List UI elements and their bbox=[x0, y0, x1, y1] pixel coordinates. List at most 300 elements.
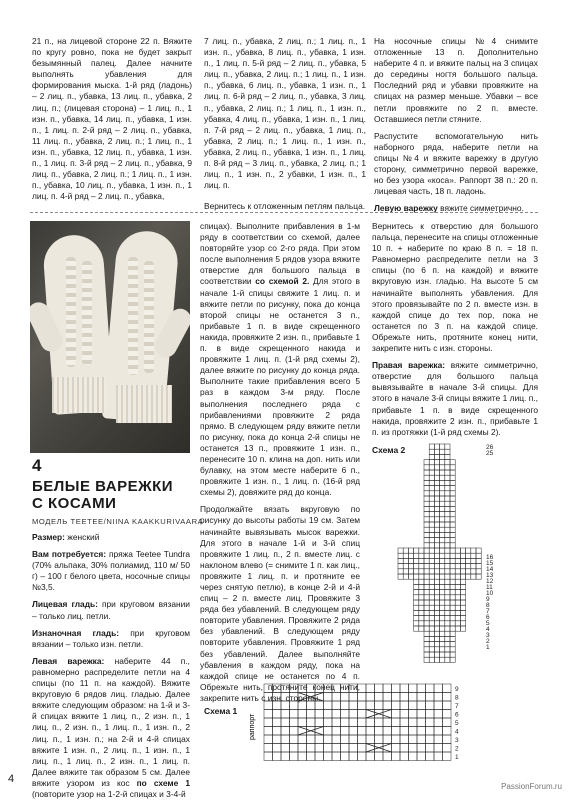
scheme2-cell bbox=[398, 548, 403, 553]
scheme2-cell bbox=[440, 600, 445, 605]
scheme2-cell bbox=[460, 595, 465, 600]
scheme2-cell bbox=[440, 631, 445, 636]
scheme2-cell bbox=[476, 553, 481, 558]
scheme1-cell bbox=[332, 718, 341, 727]
scheme1-cell bbox=[264, 744, 273, 753]
scheme2-cell bbox=[460, 548, 465, 553]
scheme1-cell bbox=[417, 710, 426, 719]
scheme2-cell bbox=[440, 501, 445, 506]
scheme2-cell bbox=[460, 553, 465, 558]
scheme1-cell bbox=[400, 701, 409, 710]
scheme2-cell bbox=[424, 470, 429, 475]
scheme2-cell bbox=[429, 480, 434, 485]
left-value: наберите 44 п., равномерно распределите петли на 4 спицы (по 11 п. на каждой). Вяжите вкруговую 6 рядов лиц. гладью. Далее вяжите следующим образом: на 1-й и 3-й спицах вяжите 1 лиц. п., 2 изн. п., 1 лиц. п., 2 изн. п., 1 лиц. п., 1 изн. п., 2 лиц. п., 1 изн. п.; на 2-й и 4-й спицах вяжите 1 изн. п., 2 лиц. п., 1 изн. п., 1 лиц. п., 1 лиц. п., 2 изн. п., 1 лиц. п. Далее вяжите так образом 5 см. Далее вяжите узором из кос bbox=[32, 655, 190, 788]
scheme2-cell bbox=[460, 584, 465, 589]
scheme1-cell bbox=[298, 744, 307, 753]
scheme2-cell bbox=[429, 543, 434, 548]
scheme1-cell bbox=[349, 684, 358, 693]
scheme2-cell bbox=[476, 548, 481, 553]
scheme2-cell bbox=[414, 626, 419, 631]
scheme1-cell bbox=[375, 752, 384, 761]
scheme2-cell bbox=[429, 574, 434, 579]
scheme2-cell bbox=[440, 553, 445, 558]
scheme1-cell bbox=[281, 701, 290, 710]
scheme2-cell bbox=[460, 558, 465, 563]
scheme2-cell bbox=[434, 496, 439, 501]
scheme2-cell bbox=[424, 517, 429, 522]
scheme2-cell bbox=[434, 517, 439, 522]
scheme2-row-number: 9 bbox=[486, 596, 490, 603]
scheme1-cell bbox=[434, 735, 443, 744]
scheme2-cell bbox=[440, 543, 445, 548]
scheme1-cell bbox=[400, 718, 409, 727]
face-value: при круговом вязании – только лиц. петли. bbox=[32, 599, 190, 621]
scheme2-cell bbox=[424, 626, 429, 631]
scheme1-cell bbox=[315, 752, 324, 761]
middle-para-1 bbox=[200, 221, 360, 498]
scheme2-cell bbox=[440, 460, 445, 465]
scheme1-cell bbox=[383, 693, 392, 702]
scheme2-cell bbox=[419, 605, 424, 610]
scheme2-cell bbox=[440, 548, 445, 553]
scheme2-cell bbox=[460, 610, 465, 615]
scheme2-cell bbox=[414, 569, 419, 574]
scheme2-cell bbox=[414, 579, 419, 584]
scheme2-cell bbox=[429, 454, 434, 459]
scheme2-cell bbox=[424, 548, 429, 553]
scheme1-cell bbox=[434, 684, 443, 693]
scheme1-cell bbox=[273, 744, 282, 753]
scheme2-cell bbox=[434, 616, 439, 621]
scheme2-cell bbox=[434, 470, 439, 475]
scheme2-cell bbox=[424, 647, 429, 652]
scheme2-cell bbox=[414, 584, 419, 589]
scheme2-row-number: 7 bbox=[486, 608, 490, 615]
scheme2-cell bbox=[445, 543, 450, 548]
scheme2-cell bbox=[434, 558, 439, 563]
scheme1-cell bbox=[409, 710, 418, 719]
scheme2-cell bbox=[434, 605, 439, 610]
scheme1-cell bbox=[315, 718, 324, 727]
cable-cross-symbol bbox=[366, 710, 392, 719]
scheme1-row-number: 9 bbox=[455, 686, 459, 693]
scheme2-cell bbox=[440, 590, 445, 595]
scheme1-cell bbox=[298, 735, 307, 744]
scheme1-cell bbox=[409, 744, 418, 753]
scheme1-cell bbox=[417, 727, 426, 736]
scheme2-cell bbox=[455, 621, 460, 626]
left-mitten-text: вяжите симметрично. bbox=[437, 203, 524, 214]
scheme1-cell bbox=[392, 710, 401, 719]
scheme2-cell bbox=[429, 621, 434, 626]
scheme2-cell bbox=[408, 558, 413, 563]
scheme2-cell bbox=[460, 621, 465, 626]
scheme2-cell bbox=[424, 501, 429, 506]
scheme1-cell bbox=[383, 727, 392, 736]
scheme2-cell bbox=[450, 527, 455, 532]
scheme2-chart bbox=[392, 442, 542, 680]
page-number: 4 bbox=[8, 773, 15, 785]
scheme2-ref: со схемой 2. bbox=[255, 276, 310, 287]
scheme2-cell bbox=[434, 486, 439, 491]
scheme2-cell bbox=[445, 496, 450, 501]
scheme2-cell bbox=[434, 647, 439, 652]
scheme2-cell bbox=[450, 579, 455, 584]
scheme1-cell bbox=[273, 727, 282, 736]
scheme2-cell bbox=[424, 506, 429, 511]
scheme2-cell bbox=[429, 470, 434, 475]
scheme2-cell bbox=[429, 548, 434, 553]
materials-value: пряжа Teetee Tundra (70% альпака, 30% полиамид, 110 м/ 50 г) – 100 г белого цвета, носочные спицы №3,5. bbox=[32, 549, 190, 593]
scheme2-cell bbox=[434, 636, 439, 641]
scheme2-cell bbox=[445, 657, 450, 662]
scheme2-cell bbox=[450, 590, 455, 595]
scheme2-cell bbox=[408, 574, 413, 579]
scheme2-cell bbox=[414, 621, 419, 626]
scheme1-cell bbox=[264, 718, 273, 727]
scheme2-cell bbox=[471, 574, 476, 579]
scheme1-cell bbox=[434, 693, 443, 702]
scheme1-cell bbox=[426, 752, 435, 761]
scheme1-cell bbox=[366, 701, 375, 710]
scheme2-cell bbox=[398, 558, 403, 563]
left-cuff bbox=[52, 377, 106, 413]
section-divider bbox=[30, 212, 538, 214]
scheme1-cell bbox=[392, 693, 401, 702]
scheme2-cell bbox=[450, 517, 455, 522]
scheme1-cell bbox=[434, 727, 443, 736]
scheme2-cell bbox=[424, 595, 429, 600]
scheme2-cell bbox=[450, 553, 455, 558]
scheme2-cell bbox=[445, 532, 450, 537]
scheme2-cell bbox=[440, 564, 445, 569]
scheme1-cell bbox=[426, 718, 435, 727]
scheme1-cell bbox=[358, 727, 367, 736]
scheme2-cell bbox=[440, 569, 445, 574]
scheme1-cell bbox=[324, 701, 333, 710]
cable-cross-symbol bbox=[366, 744, 392, 753]
scheme2-cell bbox=[450, 610, 455, 615]
scheme2-cell bbox=[429, 517, 434, 522]
scheme2-cell bbox=[440, 595, 445, 600]
scheme2-cell bbox=[434, 506, 439, 511]
scheme2-cell bbox=[434, 501, 439, 506]
scheme2-cell bbox=[424, 538, 429, 543]
scheme1-cell bbox=[281, 735, 290, 744]
scheme1-cell bbox=[307, 735, 316, 744]
scheme2-row-number: 4 bbox=[486, 626, 490, 633]
scheme2-cell bbox=[419, 584, 424, 589]
scheme2-cell bbox=[414, 600, 419, 605]
scheme1-cell bbox=[358, 693, 367, 702]
scheme2-cell bbox=[445, 538, 450, 543]
scheme1-cell bbox=[400, 744, 409, 753]
section-number: 4 bbox=[32, 456, 42, 475]
top-col1-text: 21 п., на лицевой стороне 22 п. Вяжите по кругу ровно, пока не будет закрыт безымянный палец. Далее начните выполнять убавления для формирования мыска. 1-й ряд (ладонь) – 2 лиц. п., убавка, 13 лиц. п., убавка, 2 лиц. п.; (лицевая сторона) – 1 лиц. п., 1 изн. п., убавка, 14 лиц. п., убавка, 1 изн. п., 1 лиц. п. 2-й ряд – 2 лиц. п., убавка, 11 лиц. п., убавка, 2 лиц. п.; 1 лиц. п., 1 изн. п., убавка, 12 лиц. п., убавка, 1 изн. п., 1 лиц. п. 3-й ряд – 2 лиц. п., убавка, 9 лиц. п., убавка, 2 лиц. п.; 1 лиц. п., 1 изн. п., убавка, 10 лиц. п., убавка, 1 изн. п., 1 лиц. п. 4-й ряд – 2 лиц. п., убавка, bbox=[32, 36, 192, 202]
scheme2-cell bbox=[440, 506, 445, 511]
scheme1-cell bbox=[315, 710, 324, 719]
scheme1-cell bbox=[443, 727, 452, 736]
scheme2-cell bbox=[450, 506, 455, 511]
scheme2-cell bbox=[445, 491, 450, 496]
scheme2-cell bbox=[460, 579, 465, 584]
scheme2-cell bbox=[440, 579, 445, 584]
mittens-photo bbox=[30, 221, 190, 453]
scheme2-cell bbox=[434, 621, 439, 626]
scheme2-cell bbox=[403, 574, 408, 579]
scheme1-cell bbox=[349, 727, 358, 736]
scheme2-cell bbox=[429, 460, 434, 465]
scheme1-cell bbox=[298, 684, 307, 693]
scheme1-cell bbox=[443, 684, 452, 693]
scheme2-cell bbox=[419, 579, 424, 584]
scheme2-cell bbox=[429, 538, 434, 543]
rapport-label: раппорт bbox=[249, 713, 256, 740]
scheme1-cell bbox=[400, 710, 409, 719]
scheme2-cell bbox=[455, 548, 460, 553]
scheme2-cell bbox=[414, 610, 419, 615]
scheme2-cell bbox=[460, 605, 465, 610]
scheme2-cell bbox=[440, 584, 445, 589]
scheme2-cell bbox=[434, 491, 439, 496]
scheme2-cell bbox=[419, 558, 424, 563]
scheme2-cell bbox=[476, 558, 481, 563]
scheme2-cell bbox=[455, 626, 460, 631]
scheme2-cell bbox=[429, 605, 434, 610]
scheme1-cell bbox=[332, 735, 341, 744]
scheme2-cell bbox=[414, 553, 419, 558]
section-title bbox=[32, 478, 173, 512]
scheme1-cell bbox=[392, 727, 401, 736]
scheme2-cell bbox=[440, 616, 445, 621]
scheme1-cell bbox=[290, 752, 299, 761]
left-column bbox=[32, 532, 190, 806]
scheme2-cell bbox=[445, 605, 450, 610]
scheme1-cell bbox=[443, 744, 452, 753]
left-mitten-label: Левую варежку bbox=[374, 203, 438, 214]
scheme2-cell bbox=[466, 553, 471, 558]
scheme2-row-number: 14 bbox=[486, 566, 494, 573]
scheme2-cell bbox=[414, 590, 419, 595]
scheme1-cell bbox=[332, 710, 341, 719]
scheme1-cell bbox=[307, 701, 316, 710]
scheme2-cell bbox=[440, 491, 445, 496]
scheme2-cell bbox=[424, 465, 429, 470]
scheme2-cell bbox=[429, 584, 434, 589]
scheme1-cell bbox=[358, 735, 367, 744]
scheme1-cell bbox=[290, 710, 299, 719]
scheme1-cell bbox=[349, 693, 358, 702]
scheme1-cell bbox=[417, 744, 426, 753]
scheme2-cell bbox=[434, 595, 439, 600]
scheme2-cell bbox=[424, 610, 429, 615]
top-col3-p2: Распустите вспомогательную нить наборного ряда, наберите петли на спицы №4 и вяжите варежку в другую сторону, симметрично первой варежке, но без узора «коса». Раппорт 38 п.: 20 п. лицевая часть, 18 п. ладонь. bbox=[374, 130, 538, 197]
scheme2-row-number: 11 bbox=[486, 584, 493, 591]
scheme2-cell bbox=[414, 548, 419, 553]
scheme2-cell bbox=[434, 652, 439, 657]
scheme2-cell bbox=[476, 574, 481, 579]
scheme2-cell bbox=[450, 548, 455, 553]
scheme1-cell bbox=[366, 693, 375, 702]
scheme2-cell bbox=[429, 465, 434, 470]
scheme1-cell bbox=[290, 727, 299, 736]
scheme2-cell bbox=[429, 532, 434, 537]
scheme2-cell bbox=[450, 532, 455, 537]
scheme2-cell bbox=[434, 564, 439, 569]
cable-cross-symbol bbox=[298, 693, 324, 702]
scheme2-cell bbox=[450, 642, 455, 647]
scheme1-row-number: 2 bbox=[455, 745, 459, 753]
scheme2-cell bbox=[434, 527, 439, 532]
scheme1-cell bbox=[273, 718, 282, 727]
scheme1-cell bbox=[417, 735, 426, 744]
scheme2-cell bbox=[450, 558, 455, 563]
scheme1-cell bbox=[273, 710, 282, 719]
scheme1-cell bbox=[273, 684, 282, 693]
scheme1-row-number: 1 bbox=[455, 754, 459, 761]
size-label: Размер: bbox=[32, 532, 65, 542]
scheme1-cell bbox=[315, 735, 324, 744]
scheme2-cell bbox=[460, 590, 465, 595]
title-line-2: С КОСАМИ bbox=[32, 495, 117, 512]
materials-para bbox=[32, 549, 190, 593]
scheme2-cell bbox=[429, 600, 434, 605]
scheme2-cell bbox=[450, 652, 455, 657]
scheme2-cell bbox=[424, 657, 429, 662]
scheme1-cell bbox=[324, 718, 333, 727]
scheme2-cell bbox=[434, 465, 439, 470]
scheme2-cell bbox=[445, 460, 450, 465]
scheme2-cell bbox=[445, 527, 450, 532]
scheme2-cell bbox=[440, 538, 445, 543]
scheme1-cell bbox=[264, 693, 273, 702]
scheme1-cell bbox=[290, 744, 299, 753]
scheme2-cell bbox=[434, 610, 439, 615]
scheme2-cell bbox=[424, 590, 429, 595]
scheme1-cell bbox=[332, 727, 341, 736]
scheme2-cell bbox=[424, 642, 429, 647]
scheme2-cell bbox=[450, 491, 455, 496]
scheme2-cell bbox=[445, 512, 450, 517]
scheme1-cell bbox=[332, 752, 341, 761]
scheme2-cell bbox=[460, 569, 465, 574]
scheme1-cell bbox=[341, 710, 350, 719]
scheme1-cell bbox=[324, 735, 333, 744]
scheme2-cell bbox=[476, 569, 481, 574]
middle-column bbox=[200, 221, 360, 710]
scheme1-cell bbox=[392, 744, 401, 753]
scheme1-cell bbox=[375, 693, 384, 702]
scheme2-cell bbox=[445, 480, 450, 485]
scheme1-cell bbox=[400, 752, 409, 761]
scheme1-cell bbox=[358, 718, 367, 727]
scheme2-cell bbox=[434, 600, 439, 605]
scheme1-cell bbox=[392, 718, 401, 727]
scheme1-cell bbox=[366, 727, 375, 736]
scheme2-cell bbox=[440, 657, 445, 662]
scheme2-cell bbox=[440, 444, 445, 449]
scheme2-cell bbox=[460, 564, 465, 569]
scheme1-cell bbox=[264, 710, 273, 719]
scheme2-cell bbox=[445, 626, 450, 631]
purl-label: Изнаночная гладь: bbox=[32, 627, 120, 638]
scheme1-label: Схема 1 bbox=[204, 706, 238, 716]
scheme2-cell bbox=[434, 444, 439, 449]
scheme2-cell bbox=[429, 512, 434, 517]
scheme1-cell bbox=[349, 718, 358, 727]
scheme1-cell bbox=[409, 718, 418, 727]
scheme2-cell bbox=[429, 642, 434, 647]
scheme2-cell bbox=[414, 574, 419, 579]
scheme1-cell bbox=[366, 752, 375, 761]
size-value: женский bbox=[64, 532, 100, 542]
scheme2-cell bbox=[445, 454, 450, 459]
scheme1-cell bbox=[366, 684, 375, 693]
scheme1-cell bbox=[281, 727, 290, 736]
scheme2-cell bbox=[429, 626, 434, 631]
scheme1-cell bbox=[298, 718, 307, 727]
scheme2-cell bbox=[403, 548, 408, 553]
scheme1-cell bbox=[426, 710, 435, 719]
scheme2-row-number: 3 bbox=[486, 632, 490, 639]
scheme2-cell bbox=[455, 590, 460, 595]
scheme2-cell bbox=[429, 491, 434, 496]
scheme2-cell bbox=[408, 569, 413, 574]
scheme2-row-number: 2 bbox=[486, 638, 490, 645]
scheme2-row-number: 5 bbox=[486, 620, 490, 627]
scheme2-cell bbox=[434, 626, 439, 631]
scheme2-cell bbox=[419, 595, 424, 600]
scheme2-cell bbox=[424, 631, 429, 636]
scheme2-cell bbox=[455, 584, 460, 589]
left-mitten-para bbox=[32, 656, 190, 800]
scheme2-cell bbox=[403, 558, 408, 563]
scheme2-cell bbox=[455, 616, 460, 621]
scheme2-cell bbox=[445, 647, 450, 652]
scheme2-cell bbox=[440, 574, 445, 579]
scheme1-cell bbox=[290, 684, 299, 693]
scheme1-cell bbox=[426, 727, 435, 736]
scheme1-cell bbox=[315, 701, 324, 710]
scheme2-cell bbox=[419, 616, 424, 621]
scheme1-cell bbox=[273, 735, 282, 744]
scheme1-cell bbox=[392, 735, 401, 744]
scheme1-cell bbox=[383, 735, 392, 744]
top-col3-p1: На носочные спицы №4 снимите отложенные 13 п. Дополнительно наберите 4 п. и вяжите пальц на 3 спицах до середины ногтя большого пальца. Последний ряд и убавки провяжите на спицах на размер меньше. Убавки – все петли провяжите по 2 п. вместе. Оставшиеся петли стяните. bbox=[374, 36, 538, 124]
cable-pattern bbox=[66, 257, 76, 367]
scheme2-cell bbox=[424, 616, 429, 621]
right-cuff bbox=[116, 385, 172, 423]
scheme2-cell bbox=[434, 642, 439, 647]
middle-para-2: Продолжайте вязать вкруговую по рисунку до высоты работы 19 см. Затем начинайте вывязывать мысок варежки. Для этого в начале 1-й и 3-й спиц провяжите 1 лиц. п., 2 п. вместе лиц. с наклоном влево (= снимите 1 п. как лиц., провяжите 1 лиц. п. и протяните ее через снятую петлю), в конце 2-й и 4-й спиц – 2 п. вместе лиц. Провяжите 3 ряда без убавлений. В следующем ряду повторите убавления. Провяжите 2 ряда без убавлений. В следующем ряду повторите убавления. Провяжите 1 ряд без убавлений. Далее выполняйте убавления в каждом ряду, пока на каждой спице не останется по 4 п. Обрежьте нить, протяните конец нити, закрепите нить с изн. стороны. bbox=[200, 504, 360, 703]
scheme2-cell bbox=[424, 636, 429, 641]
scheme2-cell bbox=[440, 512, 445, 517]
scheme2-cell bbox=[434, 449, 439, 454]
scheme2-cell bbox=[440, 486, 445, 491]
scheme2-cell bbox=[445, 506, 450, 511]
scheme2-cell bbox=[455, 595, 460, 600]
materials-label: Вам потребуется: bbox=[32, 549, 107, 560]
scheme2-cell bbox=[455, 569, 460, 574]
scheme2-cell bbox=[450, 574, 455, 579]
scheme2-cell bbox=[445, 621, 450, 626]
scheme1-cell bbox=[349, 735, 358, 744]
scheme1-cell bbox=[409, 684, 418, 693]
scheme2-cell bbox=[419, 626, 424, 631]
scheme2-cell bbox=[424, 569, 429, 574]
scheme2-cell bbox=[434, 512, 439, 517]
scheme2-cell bbox=[429, 616, 434, 621]
